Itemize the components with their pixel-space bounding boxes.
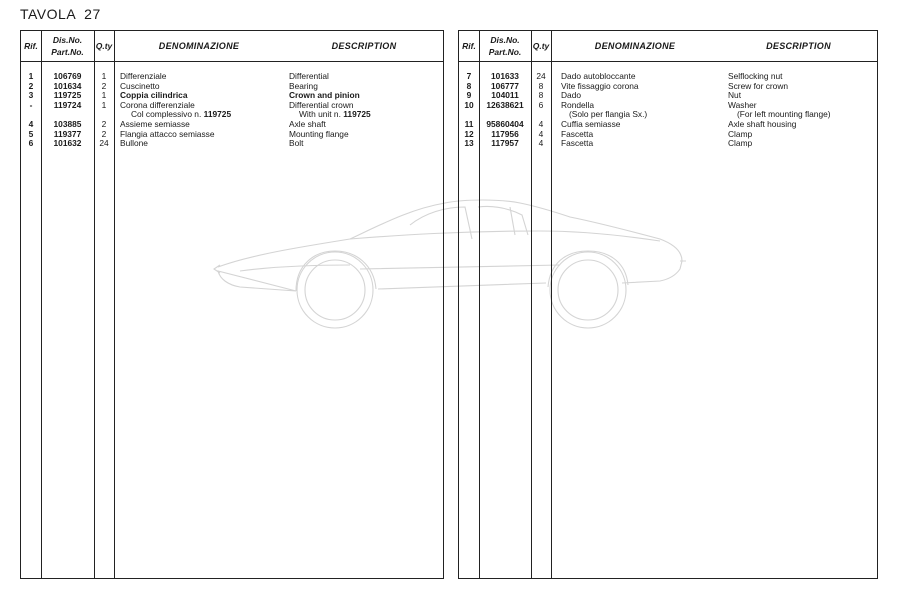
rif-cell: 11 xyxy=(464,118,474,129)
rif-cell: 3 xyxy=(28,90,34,101)
part-number-cell: 104011 xyxy=(491,90,519,101)
header-part-no-label: Part.No. xyxy=(51,47,84,57)
description-cell: Clamp xyxy=(728,128,753,139)
rif-cell: 1 xyxy=(28,71,34,81)
part-number-cell: 117956 xyxy=(491,128,519,139)
rif-cell: 7 xyxy=(466,71,472,81)
denominazione-cell: Bullone xyxy=(120,138,148,149)
rif-cell: 2 xyxy=(28,80,34,91)
table-row xyxy=(459,72,877,82)
table-row xyxy=(21,120,443,130)
description-cell: Differential xyxy=(289,71,329,81)
page-number: 27 xyxy=(84,6,101,22)
qty-cell: 4 xyxy=(538,138,544,149)
header-qty: Q.ty xyxy=(532,41,550,51)
unit-ref: 119725 xyxy=(343,109,371,120)
denominazione-cell: Fascetta xyxy=(561,138,594,149)
rif-cell: 6 xyxy=(28,138,34,149)
denominazione-cell: Corona differenziale xyxy=(120,99,195,110)
rif-cell: 13 xyxy=(464,138,474,149)
header-part-no xyxy=(479,31,531,61)
table-row xyxy=(459,120,877,130)
table-row-continuation xyxy=(21,110,443,120)
description-cell: Bolt xyxy=(289,138,304,149)
rif-cell: 9 xyxy=(466,90,472,101)
denominazione-cell: Fascetta xyxy=(561,128,594,139)
table-row xyxy=(21,130,443,140)
part-number-cell: 119377 xyxy=(53,128,82,139)
qty-cell: 2 xyxy=(101,80,107,91)
part-number-cell: 106769 xyxy=(53,71,82,81)
qty-cell: 6 xyxy=(538,99,544,110)
header-dis-no-label: Dis.No. xyxy=(490,35,520,45)
description-cell: Axle shaft xyxy=(289,118,326,129)
table-row xyxy=(21,91,443,101)
part-number-cell: 101632 xyxy=(53,138,82,149)
header-denominazione: DENOMINAZIONE xyxy=(158,41,240,51)
rif-cell: 5 xyxy=(28,128,34,139)
header-rif: Rif. xyxy=(462,41,476,51)
assembly-label: Col complessivo n. xyxy=(131,109,202,120)
part-number-cell: 119724 xyxy=(53,99,82,110)
page-title xyxy=(20,6,101,22)
part-number-cell: 117957 xyxy=(491,138,519,149)
assembly-ref: 119725 xyxy=(203,109,232,120)
unit-label: With unit n. xyxy=(299,109,341,120)
description-cell: Differential crown xyxy=(289,99,354,110)
table-row xyxy=(459,139,877,149)
table-row xyxy=(459,82,877,92)
header-description: DESCRIPTION xyxy=(766,41,831,51)
table-row xyxy=(459,130,877,140)
table-row xyxy=(21,101,443,111)
header-part-no xyxy=(41,31,94,61)
description-cell: Nut xyxy=(728,90,742,101)
header-dis-no-label: Dis.No. xyxy=(52,35,83,45)
rif-cell: 4 xyxy=(28,118,34,129)
description-cell: Mounting flange xyxy=(289,128,349,139)
qty-cell: 24 xyxy=(99,138,109,149)
qty-cell: 8 xyxy=(538,80,544,91)
page-label: TAVOLA xyxy=(20,6,77,22)
description-cell: Washer xyxy=(728,99,757,110)
qty-cell: 2 xyxy=(101,118,107,129)
description-cell: Axle shaft housing xyxy=(728,118,797,129)
description-cell: Bearing xyxy=(289,80,318,91)
denominazione-cell: Cuscinetto xyxy=(120,80,160,91)
table-row xyxy=(21,72,443,82)
denominazione-cell: Rondella xyxy=(561,99,595,110)
denominazione-cell: Assieme semiasse xyxy=(120,118,190,129)
part-number-cell: 106777 xyxy=(491,80,519,91)
part-number-cell: 95860404 xyxy=(486,118,524,129)
qty-cell: 1 xyxy=(101,71,107,81)
header-part-no-label: Part.No. xyxy=(488,47,522,57)
description-cell: Selflocking nut xyxy=(728,71,783,81)
qty-cell: 1 xyxy=(101,99,107,110)
qty-cell: 8 xyxy=(538,90,544,101)
header-qty: Q.ty xyxy=(95,41,113,51)
part-number-cell: 101633 xyxy=(491,71,519,81)
denominazione-cell: Coppia cilindrica xyxy=(120,90,188,101)
qty-cell: 4 xyxy=(538,128,544,139)
denominazione-cell: (Solo per flangia Sx.) xyxy=(569,109,648,120)
header-description: DESCRIPTION xyxy=(331,41,397,51)
description-cell: (For left mounting flange) xyxy=(737,109,831,120)
denominazione-cell: Flangia attacco semiasse xyxy=(120,128,215,139)
denominazione-cell: Cuffia semiasse xyxy=(561,118,621,129)
qty-cell: 24 xyxy=(536,71,546,81)
parts-table-left xyxy=(20,30,444,579)
qty-cell: 1 xyxy=(101,90,107,101)
description-cell: Crown and pinion xyxy=(289,90,360,101)
qty-cell: 2 xyxy=(101,128,107,139)
description-cell: Clamp xyxy=(728,138,753,149)
header-rif: Rif. xyxy=(24,41,38,51)
part-number-cell: 119725 xyxy=(53,90,82,101)
rif-cell: 10 xyxy=(464,99,474,110)
table-row xyxy=(21,82,443,92)
rif-cell: 8 xyxy=(466,80,472,91)
denominazione-cell: Vite fissaggio corona xyxy=(561,80,639,91)
denominazione-cell: Differenziale xyxy=(120,71,167,81)
table-row xyxy=(21,139,443,149)
qty-cell: 4 xyxy=(538,118,544,129)
part-number-cell: 101634 xyxy=(53,80,82,91)
header-denominazione: DENOMINAZIONE xyxy=(594,41,676,51)
parts-table-right xyxy=(458,30,878,579)
part-number-cell: 103885 xyxy=(53,118,82,129)
rif-cell: - xyxy=(29,99,33,110)
denominazione-cell: Dado autobloccante xyxy=(561,71,636,81)
parts-list-right xyxy=(459,72,877,149)
description-cell: Screw for crown xyxy=(728,80,789,91)
rif-cell: 12 xyxy=(464,128,474,139)
part-number-cell: 12638621 xyxy=(486,99,524,110)
denominazione-cell: Dado xyxy=(561,90,582,101)
parts-list-left xyxy=(21,72,443,149)
